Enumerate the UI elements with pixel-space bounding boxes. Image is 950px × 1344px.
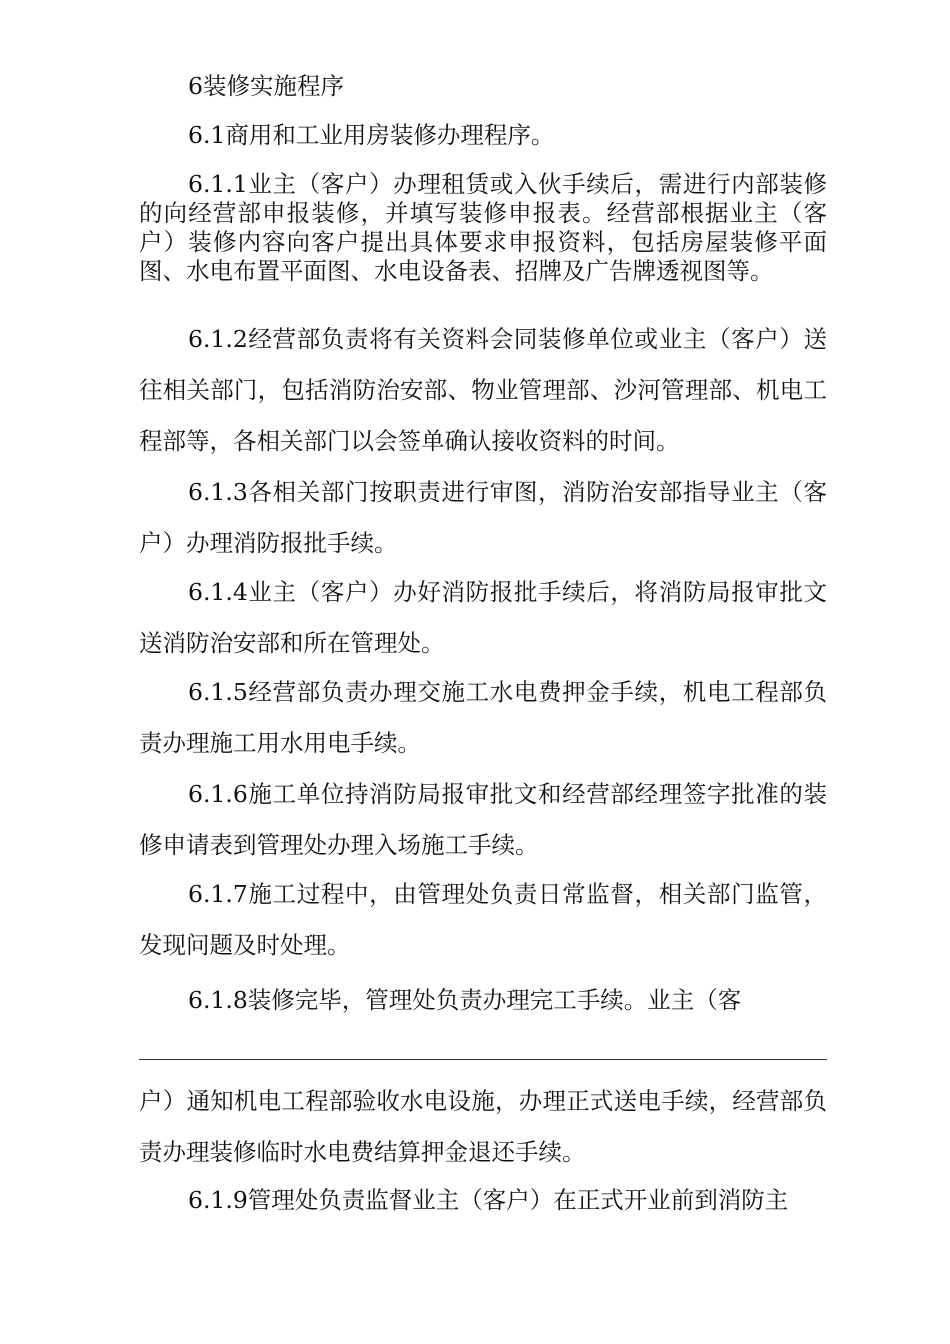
paragraph-6-1-4: 6.1.4业主（客户）办好消防报批手续后，将消防局报审批文送消防治安部和所在管理处。 — [139, 578, 827, 657]
section-heading: 6装修实施程序 — [188, 72, 344, 100]
paragraph-6-1-3: 6.1.3各相关部门按职责进行审图，消防治安部指导业主（客户）办理消防报批手续。 — [139, 478, 827, 557]
subsection-heading: 6.1商用和工业用房装修办理程序。 — [188, 121, 555, 149]
page-break-divider — [139, 1059, 827, 1060]
paragraph-6-1-7: 6.1.7施工过程中，由管理处负责日常监督，相关部门监管，发现问题及时处理。 — [139, 880, 827, 959]
paragraph-6-1-5: 6.1.5经营部负责办理交施工水电费押金手续，机电工程部负责办理施工用水用电手续。 — [139, 678, 827, 757]
paragraph-6-1-1: 6.1.1业主（客户）办理租赁或入伙手续后，需进行内部装修的向经营部申报装修，并填写装修申报表。经营部根据业主（客户）装修内容向客户提出具体要求申报资料，包括房屋装修平面图、水电布置平面图、水电设备表、招牌及广告牌透视图等。 — [139, 170, 827, 285]
paragraph-6-1-8-start: 6.1.8装修完毕，管理处负责办理完工手续。业主（客 — [188, 986, 742, 1014]
paragraph-6-1-9-start: 6.1.9管理处负责监督业主（客户）在正式开业前到消防主 — [188, 1186, 789, 1214]
paragraph-6-1-6: 6.1.6施工单位持消防局报审批文和经营部经理签字批准的装修申请表到管理处办理入场施工手续。 — [139, 780, 827, 859]
paragraph-6-1-8-continued: 户）通知机电工程部验收水电设施，办理正式送电手续，经营部负责办理装修临时水电费结算押金退还手续。 — [139, 1087, 827, 1166]
paragraph-6-1-2: 6.1.2经营部负责将有关资料会同装修单位或业主（客户）送往相关部门，包括消防治安部、物业管理部、沙河管理部、机电工程部等，各相关部门以会签单确认接收资料的时间。 — [139, 325, 827, 455]
